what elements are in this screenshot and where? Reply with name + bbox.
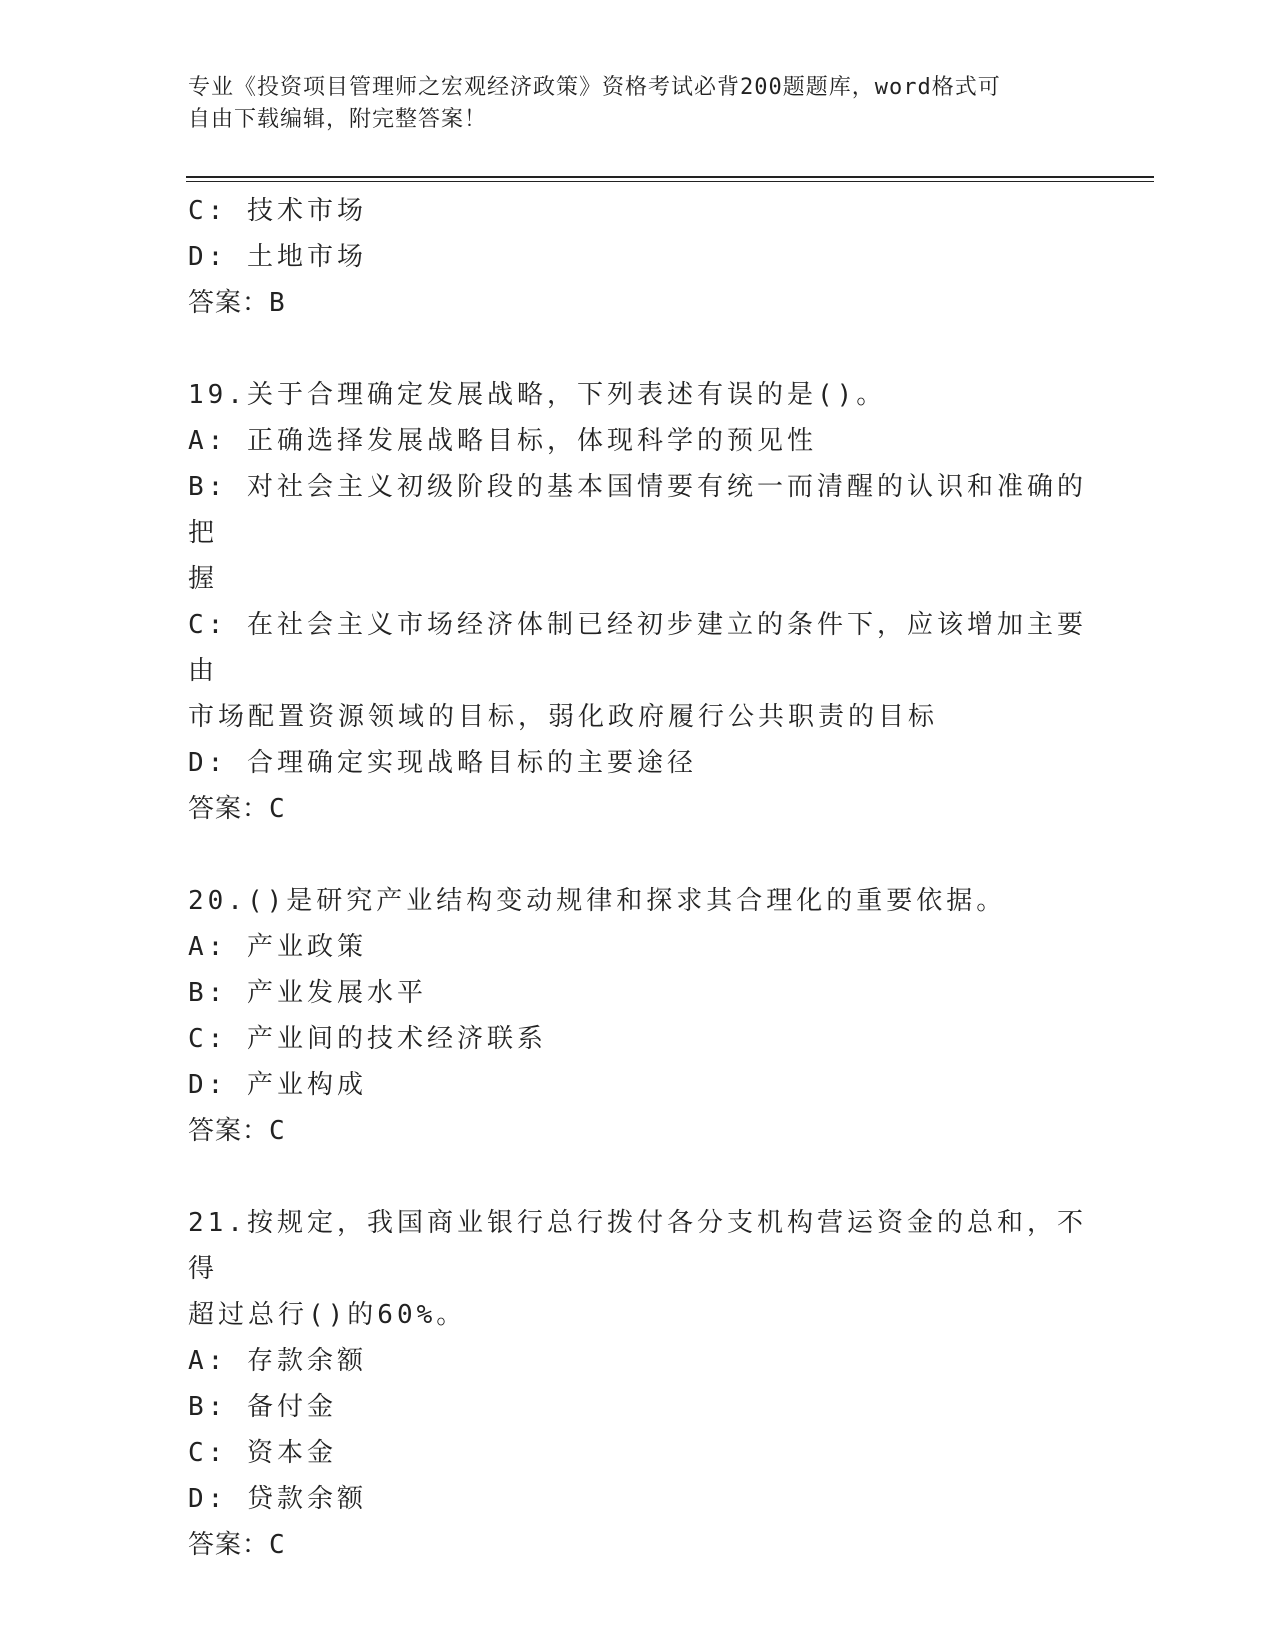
- answer: 答案：C: [188, 794, 286, 824]
- header-rule-thick: [186, 176, 1154, 178]
- spacer: [188, 1154, 1088, 1200]
- answer: 答案：C: [188, 1116, 286, 1146]
- question-stem-line-1: 21.按规定，我国商业银行总行拨付各分支机构营运资金的总和，不得: [188, 1208, 1087, 1284]
- option-b-line-2: 握: [188, 564, 219, 594]
- question-prev: [188, 188, 1088, 326]
- option-b-line-1: B: 对社会主义初级阶段的基本国情要有统一而清醒的认识和准确的把: [188, 472, 1087, 548]
- spacer: [188, 326, 1088, 372]
- option-c: C: 技术市场: [188, 196, 367, 226]
- document-body: [188, 188, 1088, 1568]
- question-stem: 19.关于合理确定发展战略，下列表述有误的是()。: [188, 380, 887, 410]
- option-c: C: 资本金: [188, 1438, 337, 1468]
- question-stem: 20.()是研究产业结构变动规律和探求其合理化的重要依据。: [188, 886, 1007, 916]
- question-21: [188, 1200, 1088, 1568]
- option-d: D: 贷款余额: [188, 1484, 367, 1514]
- question-stem-line-2: 超过总行()的60%。: [188, 1300, 467, 1330]
- option-a: A: 存款余额: [188, 1346, 367, 1376]
- option-d: D: 产业构成: [188, 1070, 367, 1100]
- question-19: [188, 372, 1088, 832]
- header-line-1: 专业《投资项目管理师之宏观经济政策》资格考试必背200题题库，word格式可: [188, 75, 1001, 100]
- option-d: D: 合理确定实现战略目标的主要途径: [188, 748, 697, 778]
- header-line-2: 自由下载编辑，附完整答案！: [188, 107, 488, 132]
- answer: 答案：C: [188, 1530, 286, 1560]
- option-d: D: 土地市场: [188, 242, 367, 272]
- option-c: C: 产业间的技术经济联系: [188, 1024, 547, 1054]
- option-a: A: 产业政策: [188, 932, 367, 962]
- option-c-line-2: 市场配置资源领域的目标，弱化政府履行公共职责的目标: [188, 702, 939, 732]
- question-20: [188, 878, 1088, 1154]
- option-c-line-1: C: 在社会主义市场经济体制已经初步建立的条件下，应该增加主要由: [188, 610, 1087, 686]
- document-header: [188, 72, 1068, 136]
- option-a: A: 正确选择发展战略目标，体现科学的预见性: [188, 426, 817, 456]
- answer: 答案：B: [188, 288, 286, 318]
- option-b: B: 产业发展水平: [188, 978, 427, 1008]
- option-b: B: 备付金: [188, 1392, 337, 1422]
- spacer: [188, 832, 1088, 878]
- header-rule-thin: [186, 181, 1154, 182]
